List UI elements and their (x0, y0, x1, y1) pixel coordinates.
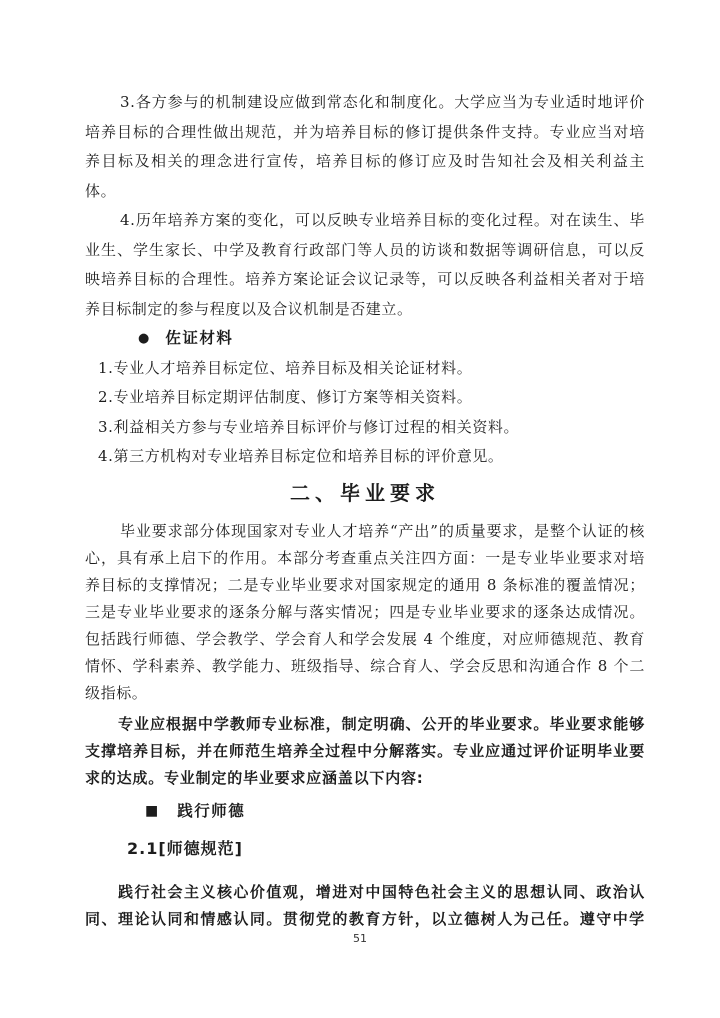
ethics-practice-heading (85, 798, 645, 825)
page-number: 51 (353, 932, 367, 945)
evidence-item-2: 2.专业培养目标定期评估制度、修订方案等相关资料。 (98, 388, 473, 406)
paragraph-requirement-standard: 专业应根据中学教师专业标准，制定明确、公开的毕业要求。毕业要求能够支撑培养目标，并在师范生培养全过程中分解落实。专业应通过评价证明毕业要求的达成。专业制定的毕业要求应涵盖以下内容: (85, 714, 645, 787)
evidence-item-4: 4.第三方机构对专业培养目标定位和培养目标的评价意见。 (98, 447, 504, 465)
paragraph-ethics: 践行社会主义核心价值观，增进对中国特色社会主义的思想认同、政治认同、理论认同和情感认同。贯彻党的教育方针，以立德树人为己任。遵守中学 (85, 882, 645, 928)
evidence-item-1: 1.专业人才培养目标定位、培养目标及相关论证材料。 (98, 358, 473, 377)
paragraph-plan-changes: 4.历年培养方案的变化，可以反映专业培养目标的变化过程。对在读生、毕业生、学生家长、中学及教育行政部门等人员的访谈和数据等调研信息，可以反映培养目标的合理性。培养方案论证会议记录等，可以反映各利益相关者对于培养目标制定的参与程度以及合议机制是否建立。 (85, 211, 645, 318)
evidence-materials-heading (85, 324, 645, 354)
subsection-title-ethics-norms: 2.1[师德规范] (127, 838, 243, 858)
ethics-practice-label: 践行师德 (177, 801, 246, 820)
section-title-graduation-requirements: 二、毕业要求 (290, 480, 440, 505)
circle-bullet-icon: ● (138, 331, 150, 346)
evidence-item-3: 3.利益相关方参与专业培养目标评价与修订过程的相关资料。 (98, 417, 520, 436)
square-bullet-icon: ■ (145, 802, 159, 819)
evidence-materials-label: 佐证材料 (165, 329, 234, 347)
paragraph-graduation-overview: 毕业要求部分体现国家对专业人才培养“产出”的质量要求，是整个认证的核心，具有承上启下的作用。本部分考查重点关注四方面：一是专业毕业要求对培养目标的支撑情况；二是专业毕业要求对国家规定的通用 8 条标准的覆盖情况；三是专业毕业要求的逐条分解与落实情况；四是专业毕业要求的逐条达成情况。包括践行师德、学会教学、学会育人和学会发展 4 个维度，对应师德规范、教育情怀、学科素养、教学能力、班级指导、综合育人、学会反思和沟通合作 8 个二级指标。 (85, 521, 645, 702)
paragraph-mechanism: 3.各方参与的机制建设应做到常态化和制度化。大学应当为专业适时地评价培养目标的合理性做出规范，并为培养目标的修订提供条件支持。专业应当对培养目标及相关的理念进行宣传，培养目标的修订应及时告知社会及相关利益主体。 (85, 93, 645, 200)
